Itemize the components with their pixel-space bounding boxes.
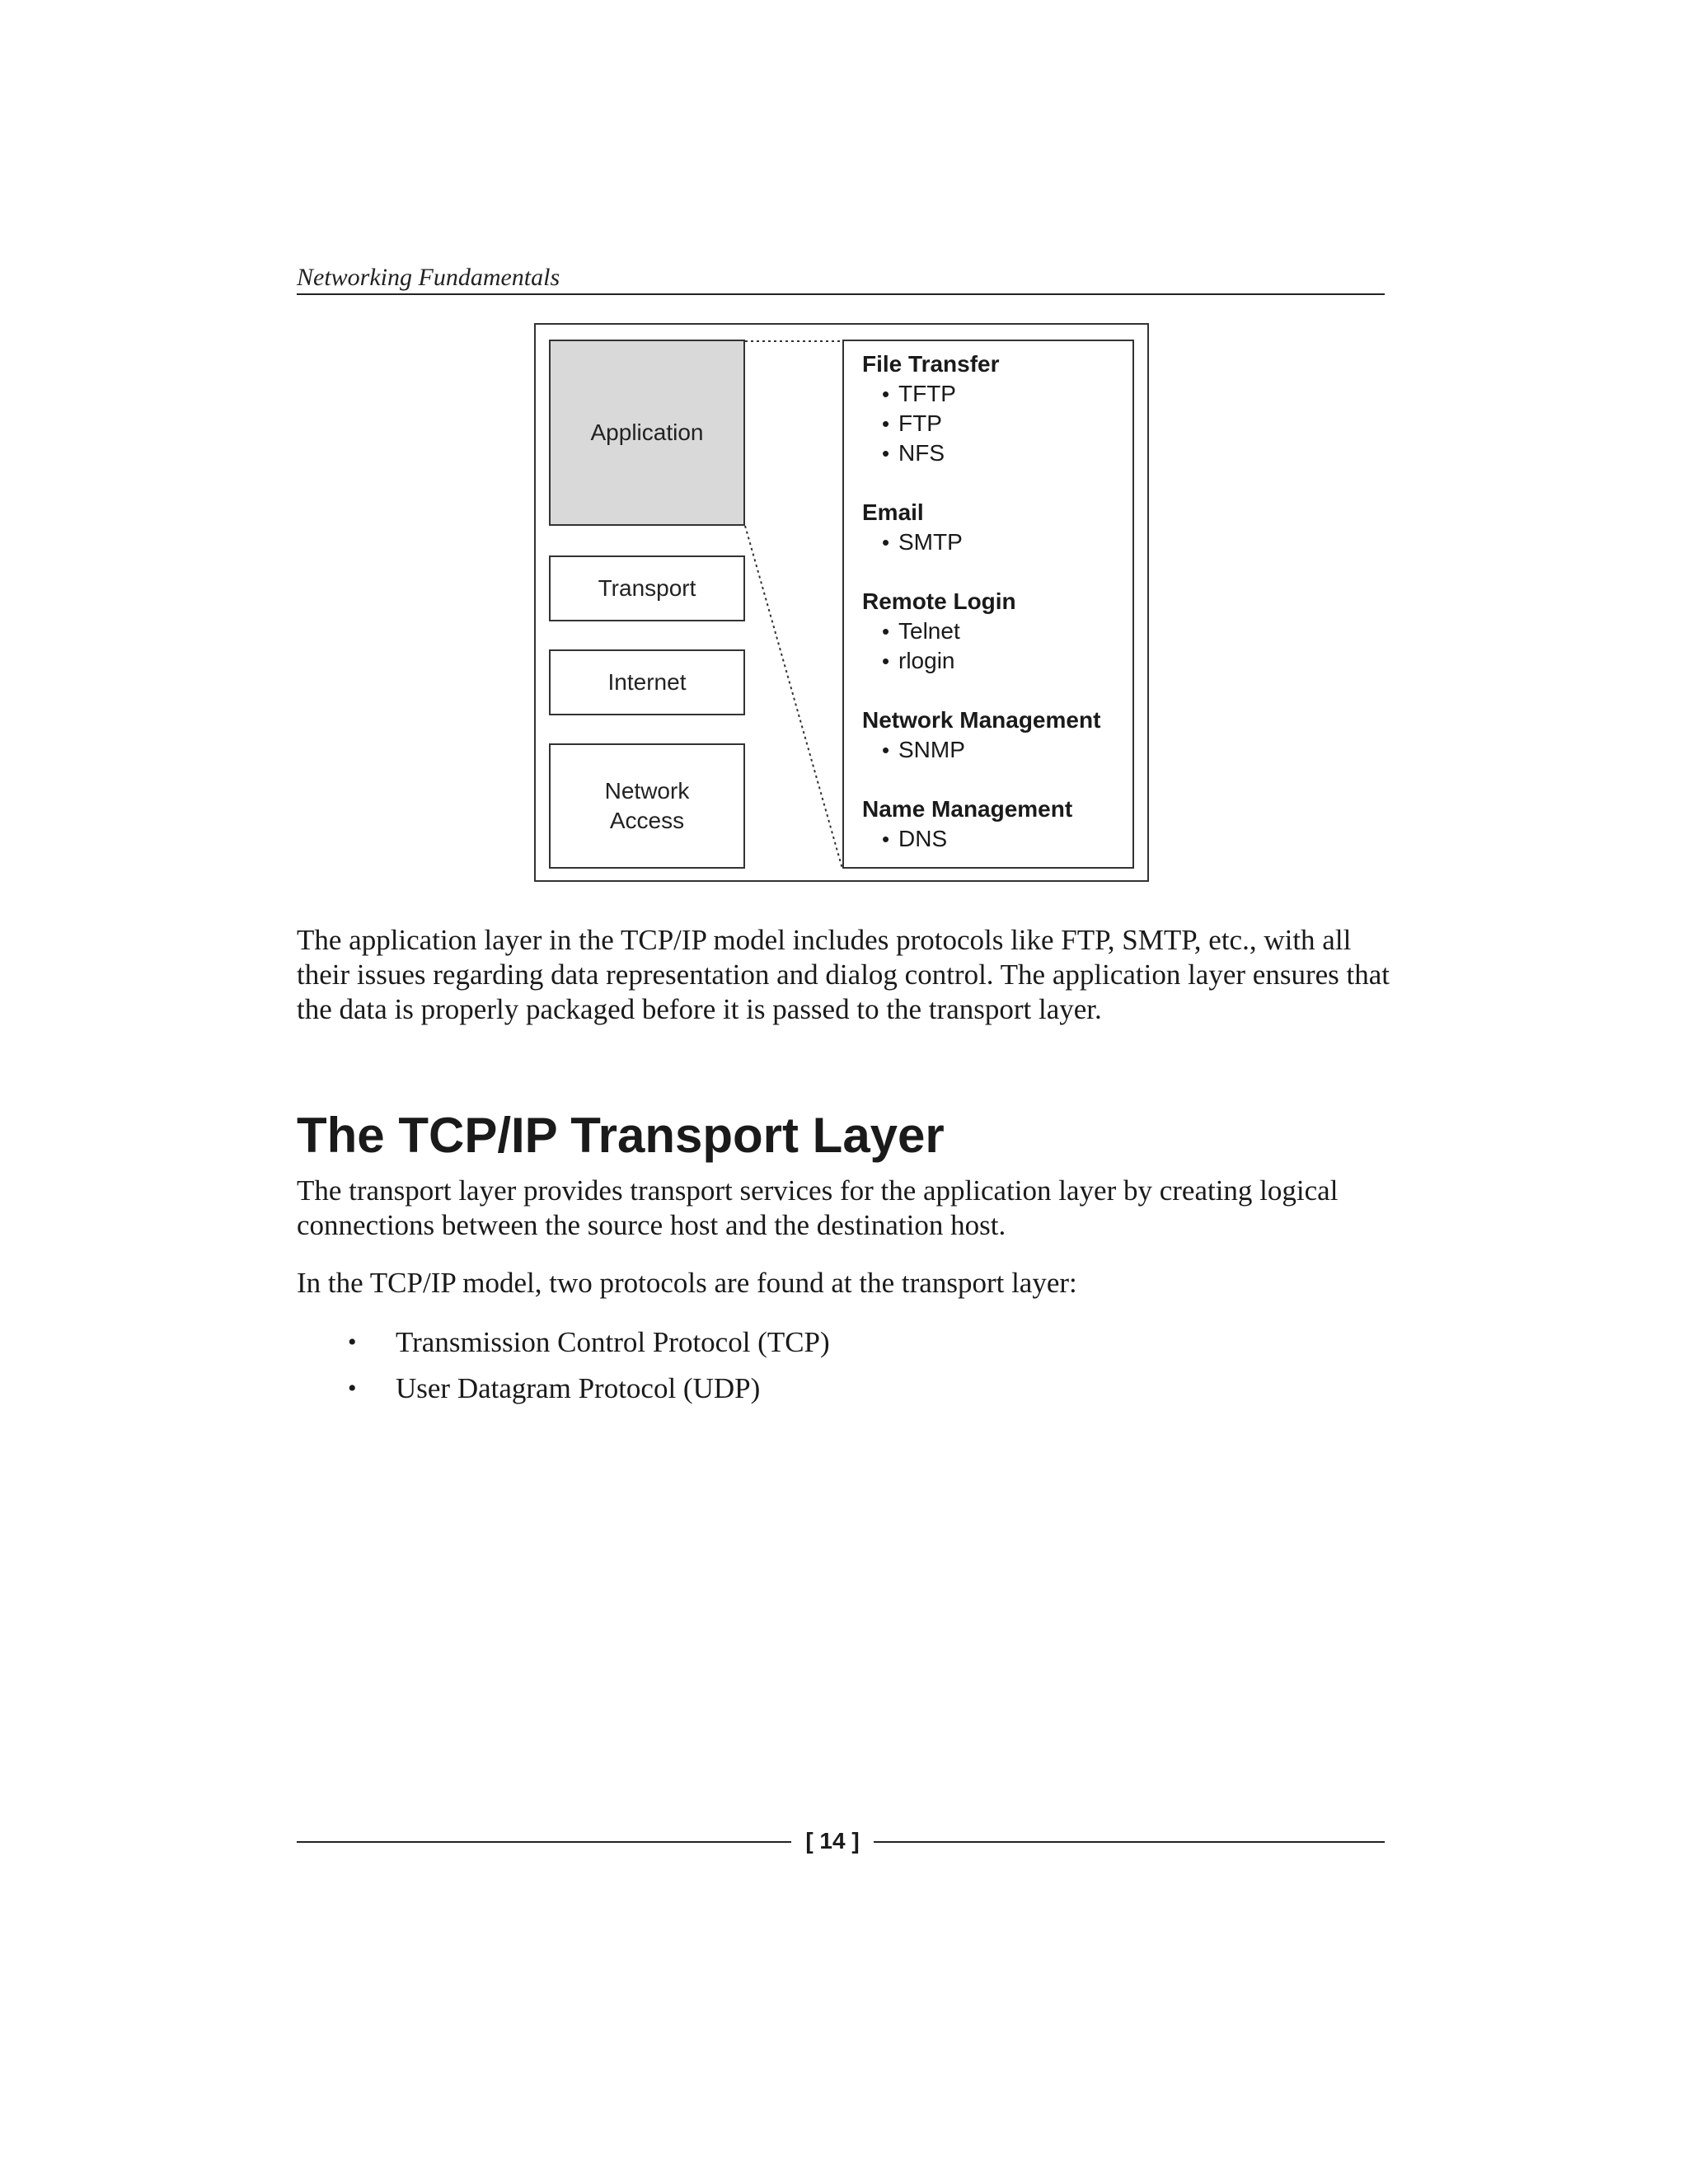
list-item-text: User Datagram Protocol (UDP) [396,1372,761,1404]
protocol-group-title: Email [862,499,924,525]
layer-internet: Internet [549,649,745,715]
protocol-item: • NFS [862,438,1132,468]
running-header-title: Networking Fundamentals [297,264,560,291]
protocol-item: • DNS [862,824,1132,854]
protocol-item: • Telnet [862,616,1132,646]
protocol-group-remote-login [862,587,1132,676]
application-protocols-panel [842,340,1134,869]
protocol-group-file-transfer [862,349,1132,468]
transport-protocol-list [297,1325,1393,1418]
protocol-item: • SMTP [862,527,1132,557]
bullet-icon: • [348,1329,357,1356]
protocol-group-title: Name Management [862,796,1073,822]
protocol-item: • SNMP [862,735,1132,765]
protocol-group-title: Remote Login [862,588,1016,614]
page-footer [297,1825,1385,1858]
page-number: [ 14 ] [805,1828,860,1854]
footer-rule-right [874,1841,1385,1843]
protocol-item: • rlogin [862,646,1132,676]
running-header [297,260,1385,295]
protocol-item: • FTP [862,409,1132,438]
protocol-group-network-management [862,705,1132,765]
body-paragraph: The transport layer provides transport services for the application layer by creating logical connections between the source host and the destination host. [297,1174,1339,1241]
protocol-group-title: Network Management [862,707,1101,733]
section-heading: The TCP/IP Transport Layer [297,1108,945,1163]
body-paragraph: The application layer in the TCP/IP model includes protocols like FTP, SMTP, etc., with all their issues regarding data representation and dialog control. The application layer ensures that the data is properly packaged before it is passed to the transport layer. [297,924,1390,1025]
body-paragraph: In the TCP/IP model, two protocols are found at the transport layer: [297,1267,1077,1299]
layer-transport: Transport [549,555,745,621]
protocol-group-name-management [862,794,1132,854]
list-item [297,1325,1393,1360]
connector-bottom [745,526,842,869]
protocol-item: • TFTP [862,379,1132,409]
list-item [297,1371,1393,1406]
layer-application: Application [549,340,745,526]
bullet-icon: • [348,1375,357,1402]
layer-network-access: Network Access [549,743,745,869]
footer-rule-left [297,1841,791,1843]
tcpip-application-layer-figure [534,323,1149,882]
protocol-group-title: File Transfer [862,351,1000,377]
protocol-group-email [862,498,1132,557]
list-item-text: Transmission Control Protocol (TCP) [396,1326,830,1358]
